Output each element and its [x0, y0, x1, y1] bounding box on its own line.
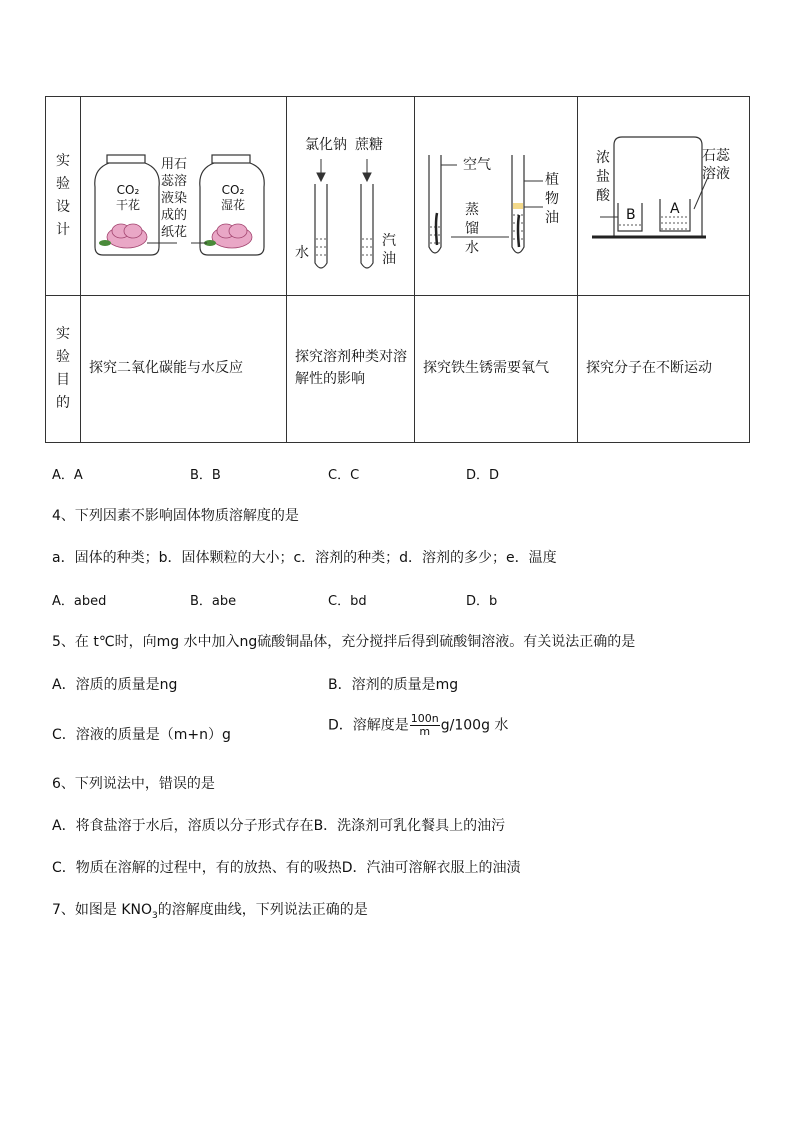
label-line: 溶液: [702, 166, 730, 183]
paper-flower-label: [161, 157, 191, 241]
q4-option-a[interactable]: A．abed: [52, 594, 107, 609]
row-head-purpose: [46, 296, 81, 443]
label-line: 酸: [596, 187, 610, 204]
label-line: 油: [382, 250, 396, 267]
design-cell-co2: [81, 97, 287, 296]
q5-option-c[interactable]: C．溶液的质量是（m+n）g: [52, 727, 231, 743]
co2-label: CO₂: [221, 183, 245, 197]
nacl-label: 氯化钠: [305, 137, 347, 153]
q7-subscript: 3: [152, 910, 158, 921]
air-label: 空气: [463, 157, 491, 173]
row-head-char: 实: [56, 153, 70, 170]
label-line: 浓: [596, 150, 610, 166]
q5-option-b[interactable]: B．溶剂的质量是mg: [328, 677, 459, 693]
gasoline-label: [382, 233, 398, 268]
q6-options-cd[interactable]: C．物质在溶解的过程中，有的放热、有的吸热D．汽油可溶解衣服上的油渍: [52, 860, 521, 876]
q3-option-d[interactable]: D．D: [466, 468, 500, 483]
solubility-fraction: [410, 713, 440, 738]
q4-stem: 4、下列因素不影响固体物质溶解度的是: [52, 508, 299, 524]
q3-option-b[interactable]: B．B: [190, 468, 221, 483]
design-cell-molecule: [578, 97, 750, 296]
design-cell-solvent: [287, 97, 415, 296]
label-line: 用石: [161, 157, 188, 172]
q5-option-a[interactable]: A．溶质的质量是ng: [52, 677, 178, 693]
q5-option-d[interactable]: [328, 713, 508, 738]
litmus-label: [702, 147, 730, 183]
row-head-char: 验: [56, 349, 70, 366]
purpose-cell: 探究分子在不断运动: [578, 296, 750, 443]
q4-option-b[interactable]: B．abe: [190, 594, 237, 609]
beaker-a-label: A: [670, 201, 680, 217]
label-line: 纸花: [161, 224, 188, 240]
row-head-design: [46, 97, 81, 296]
label-line: 物: [545, 190, 559, 207]
q7-stem: [52, 899, 368, 921]
label-line: 汽: [382, 233, 396, 249]
co2-label: CO₂: [116, 183, 140, 197]
q3-option-c[interactable]: C．C: [328, 468, 360, 483]
q7-prefix: 7、如图是 KNO: [52, 902, 153, 918]
conc-hcl-label: [596, 149, 612, 206]
label-line: 植: [545, 172, 559, 188]
q6-stem: 6、下列说法中，错误的是: [52, 776, 215, 792]
row-head-char: 的: [56, 394, 70, 411]
wet-flower-label: 湿花: [220, 198, 245, 212]
sucrose-label: 蔗糖: [355, 137, 383, 153]
q7-suffix: 的溶解度曲线，下列说法正确的是: [157, 902, 368, 918]
q5-d-prefix: D．溶解度是: [328, 717, 409, 734]
label-line: 油: [545, 209, 559, 226]
distilled-water-label: [465, 201, 481, 258]
q5-stem: 5、在 t℃时，向mg 水中加入ng硫酸铜晶体，充分搅拌后得到硫酸铜溶液。有关说法正确的是: [52, 634, 636, 650]
label-line: 盐: [596, 168, 610, 185]
row-head-char: 目: [56, 372, 70, 388]
row-head-char: 验: [56, 176, 70, 193]
label-line: 馏: [465, 220, 479, 237]
row-head-char: 实: [56, 326, 70, 343]
fraction-numerator: 100n: [410, 712, 439, 725]
q6-options-ab[interactable]: A．将食盐溶于水后，溶质以分子形式存在B．洗涤剂可乳化餐具上的油污: [52, 818, 506, 834]
q5-d-suffix: g/100g 水: [440, 717, 509, 734]
label-line: 成的: [161, 207, 188, 223]
q3-option-a[interactable]: A．A: [52, 468, 83, 483]
water-label: 水: [295, 245, 309, 261]
label-line: 水: [465, 239, 479, 256]
bottle-right-label: [218, 183, 248, 213]
experiment-table: [45, 96, 750, 443]
bottle-left-label: [113, 183, 143, 213]
fraction-denominator: m: [419, 725, 431, 739]
beaker-b-label: B: [626, 207, 636, 223]
purpose-cell: 探究溶剂种类对溶解性的影响: [287, 296, 415, 443]
row-head-char: 计: [56, 221, 70, 238]
design-cell-rust: [415, 97, 578, 296]
purpose-cell: 探究铁生锈需要氧气: [415, 296, 578, 443]
q4-option-d[interactable]: D．b: [466, 594, 498, 609]
q4-option-c[interactable]: C．bd: [328, 594, 367, 609]
row-head-char: 设: [56, 199, 70, 215]
label-line: 液染: [161, 190, 188, 206]
purpose-cell: 探究二氧化碳能与水反应: [81, 296, 287, 443]
label-line: 蕊溶: [161, 173, 188, 189]
label-line: 石蕊: [702, 148, 730, 164]
dry-flower-label: 干花: [115, 198, 140, 212]
label-line: 蒸: [465, 202, 479, 218]
q4-factors: a．固体的种类；b．固体颗粒的大小；c．溶剂的种类；d．溶剂的多少；e．温度: [52, 550, 557, 566]
vegetable-oil-label: [545, 171, 561, 228]
